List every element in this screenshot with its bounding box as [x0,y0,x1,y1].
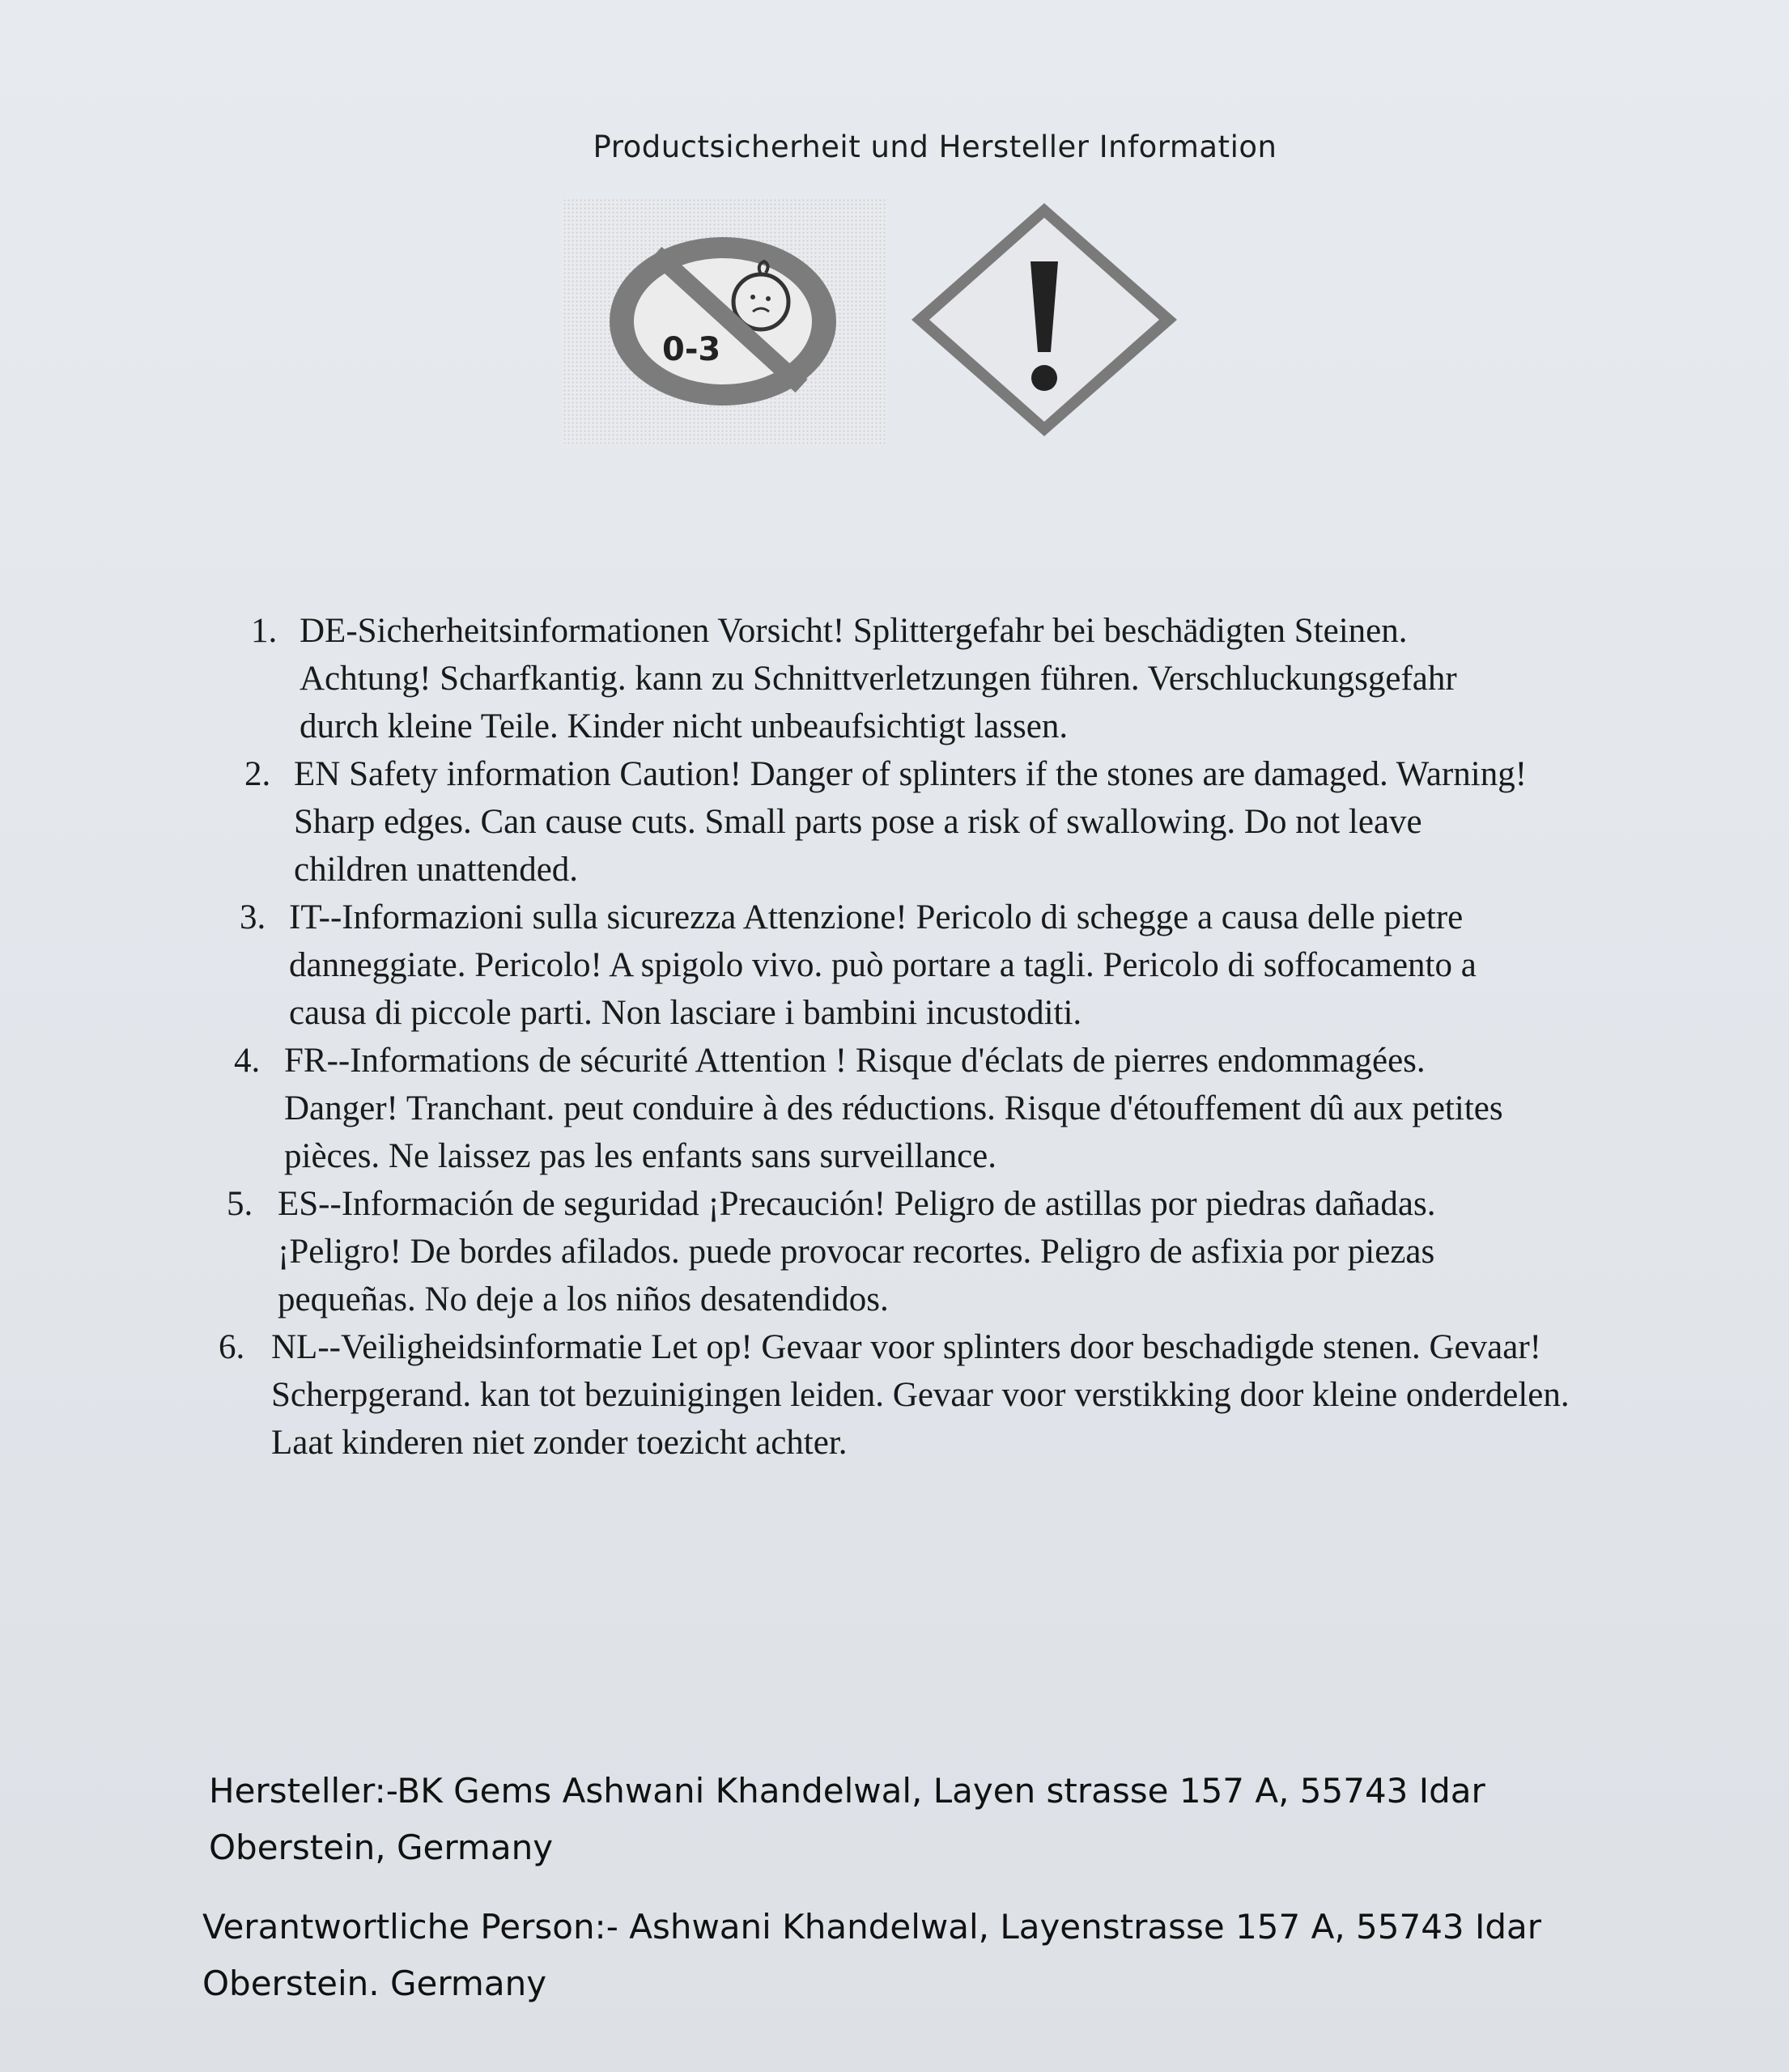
list-item-number: 6. [219,1328,245,1366]
list-item-fr [0,1037,1547,1180]
list-item-text: DE-Sicherheitsinformationen Vorsicht! Splittergefahr bei beschädigten Steinen. Achtung! Scharfkantig. kann zu Schnittverletzungen führen. Verschluckungsgefahr durch kleine Teile. Kinder nicht unbeaufsichtigt lassen. [300,612,1457,745]
list-item-de [0,607,1473,750]
no-child-under-3-icon [563,198,886,445]
list-item-text: EN Safety information Caution! Danger of splinters if the stones are damaged. Warning! Sharp edges. Can cause cuts. Small parts pose a risk of swallowing. Do not leave children unattended. [294,755,1528,889]
list-item-nl [0,1323,1599,1467]
list-item-text: IT--Informazioni sulla sicurezza Attenzione! Pericolo di schegge a causa delle pietre danneggiate. Pericolo! A spigolo vivo. può portare a tagli. Pericolo di soffocamento a causa di piccole parti. Non lasciare i bambini incustoditi. [289,898,1477,1032]
responsible-person-info: Verantwortliche Person:- Ashwani Khandelwal, Layenstrasse 157 A, 55743 Idar Oberstein. Germany [202,1907,1542,2003]
list-item-text: ES--Información de seguridad ¡Precaución! Peligro de astillas por piedras dañadas. ¡Peligro! De bordes afilados. puede provocar recortes. Peligro de asfixia por piezas pequeñas. No deje a los niños desatendidos. [278,1185,1436,1318]
list-item-text: FR--Informations de sécurité Attention ! Risque d'éclats de pierres endommagées. Danger! Tranchant. peut conduire à des réductions. Risque d'étouffement dû aux petites pièces. Ne laissez pas les enfants sans surveillance. [284,1042,1503,1175]
list-item-es [0,1180,1540,1323]
list-item-text: NL--Veiligheidsinformatie Let op! Gevaar voor splinters door beschadigde stenen. Gevaar! Scherpgerand. kan tot bezuinigingen leiden. Gevaar voor verstikking door kleine onderdelen. Laat kinderen niet zonder toezicht achter. [271,1328,1570,1462]
exclamation-diamond-icon [907,198,1182,441]
list-item-en [0,750,1540,894]
list-item-number: 3. [240,898,266,936]
list-item-number: 4. [234,1042,261,1080]
list-item-number: 5. [227,1185,253,1223]
document-title: Productsicherheit und Hersteller Information [593,130,1277,164]
list-item-number: 2. [244,755,271,793]
manufacturer-info: Hersteller:-BK Gems Ashwani Khandelwal, Layen strasse 157 A, 55743 Idar Oberstein, Germany [209,1771,1485,1867]
list-item-number: 1. [251,612,278,650]
age-label: 0-3 [662,331,721,368]
list-item-it [0,894,1503,1037]
safety-information-list [0,607,1789,1467]
